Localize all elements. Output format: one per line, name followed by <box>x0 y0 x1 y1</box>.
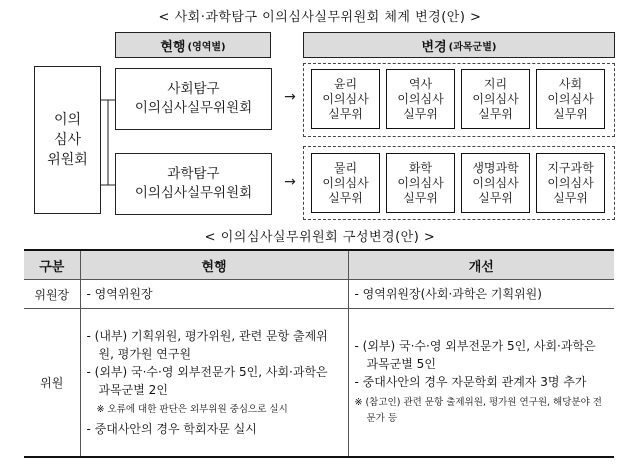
chair-improved: - 영역위원장(사회·과학은 기획위원) <box>348 280 614 309</box>
subject-line: 이의심사 <box>397 91 444 106</box>
changed-header <box>303 32 615 58</box>
row-label-members: 위원 <box>24 309 80 457</box>
subject-line: 실무위 <box>403 106 438 121</box>
subject-name: 화학 <box>408 160 433 175</box>
subject-line: 실무위 <box>478 106 513 121</box>
subject-name: 지구과학 <box>547 160 594 175</box>
subject-name: 생명과학 <box>472 160 519 175</box>
subject-line: 이의심사 <box>547 91 594 106</box>
header-improved: 개선 <box>348 250 614 280</box>
changed-header-note: (과목군별) <box>448 41 497 53</box>
science-committee-line2: 이의심사실무위원회 <box>134 185 253 201</box>
subject-box-ethics <box>311 69 380 129</box>
subject-line: 이의심사 <box>547 175 594 190</box>
science-committee-box <box>115 153 272 215</box>
note-text: ※ 오류에 대한 판단은 외부위원 중심으로 실시 <box>96 403 288 415</box>
arrow-icon: → <box>284 174 296 190</box>
list-item: - (외부) 국·수·영 외부전문가 5인, 사회·과학은 과목군별 5인 <box>354 339 596 372</box>
subject-line: 실무위 <box>553 106 588 121</box>
subject-line: 실무위 <box>553 190 588 205</box>
subject-line: 이의심사 <box>322 175 369 190</box>
root-committee-box <box>34 66 101 214</box>
list-item: - 중대사안의 경우 학회자문 실시 <box>86 421 257 436</box>
table-header-row <box>24 250 614 280</box>
subject-line: 실무위 <box>403 190 438 205</box>
subject-name: 사회 <box>558 76 583 91</box>
table-title: < 이의심사실무위원회 구성변경(안) > <box>204 230 436 245</box>
chair-current: - 영역위원장 <box>80 280 348 309</box>
row-label-chair: 위원장 <box>24 280 80 309</box>
subject-line: 이의심사 <box>322 91 369 106</box>
social-committee-line1: 사회탐구 <box>167 81 220 97</box>
list-item: - (외부) 국·수·영 외부전문가 5인, 사회·과학은 과목군별 2인 <box>86 364 328 397</box>
root-committee-line: 심사 <box>53 132 82 148</box>
current-header <box>115 32 271 58</box>
subject-line: 이의심사 <box>397 175 444 190</box>
members-current <box>80 309 348 457</box>
subject-line: 실무위 <box>478 190 513 205</box>
root-committee-line: 위원회 <box>47 152 88 168</box>
header-current: 현행 <box>80 250 348 280</box>
subject-name: 물리 <box>333 160 358 175</box>
science-committee-line1: 과학탐구 <box>167 166 220 182</box>
list-item: - (내부) 기획위원, 평가위원, 관련 문항 출제위원, 평가원 연구원 <box>86 328 328 361</box>
note-text: ※ (참고인) 관련 문항 출제위원, 평가원 연구원, 해당분야 전문가 등 <box>354 397 602 425</box>
root-committee-line: 이의 <box>53 112 82 128</box>
subject-name: 지리 <box>483 76 508 91</box>
table-row <box>24 309 614 457</box>
subject-box-physics <box>311 153 380 213</box>
header-category: 구분 <box>24 250 80 280</box>
subject-line: 실무위 <box>328 190 363 205</box>
social-committee-box <box>115 68 272 130</box>
current-header-label: 현행 <box>160 39 186 55</box>
subject-line: 이의심사 <box>472 91 519 106</box>
current-header-note: (영역별) <box>187 41 226 53</box>
subject-box-geography <box>461 69 530 129</box>
subject-box-history <box>386 69 455 129</box>
members-improved <box>348 309 614 457</box>
social-committee-line2: 이의심사실무위원회 <box>134 100 253 116</box>
diagram-title: < 사회·과학탐구 이의심사실무위원회 체계 변경(안) > <box>158 10 482 25</box>
subject-line: 이의심사 <box>472 175 519 190</box>
subject-box-chemistry <box>386 153 455 213</box>
table-row <box>24 280 614 309</box>
subject-box-life-science <box>461 153 530 213</box>
subject-box-earth-science <box>536 153 605 213</box>
composition-table <box>24 249 614 458</box>
subject-name: 윤리 <box>333 76 358 91</box>
list-item: - 중대사안의 경우 자문학회 관계자 3명 추가 <box>354 375 587 390</box>
subject-name: 역사 <box>408 76 433 91</box>
subject-box-society <box>536 69 605 129</box>
changed-header-label: 변경 <box>421 39 447 55</box>
arrow-icon: → <box>284 89 296 105</box>
subject-line: 실무위 <box>328 106 363 121</box>
